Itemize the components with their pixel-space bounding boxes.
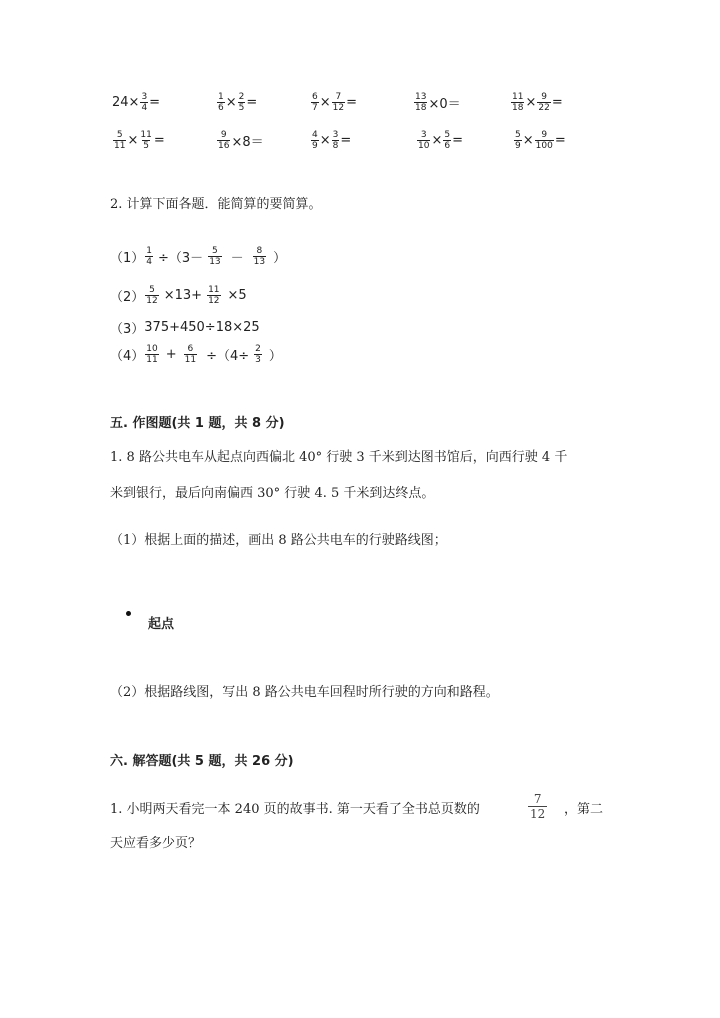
section-6-question-line: 天应看多少页？ — [110, 836, 202, 851]
calc-item: $\frac{5}{11}$ × $\frac{11}{5}$ = — [114, 130, 165, 151]
section-5-question-line: 1. 8 路公共电车从起点向西偏北 40° 行驶 3 千米到达图书馆后，向西行驶 4 千 — [110, 450, 568, 465]
fraction: $\frac{11}{5}$ — [140, 130, 152, 151]
fraction: $\frac{9}{100}$ — [535, 130, 553, 151]
fraction: $\frac{7}{12}$ — [530, 792, 546, 821]
calc-item: $\frac{3}{10}$ × $\frac{5}{6}$ = — [418, 130, 463, 151]
question-2-title: 2. 计算下面各题．能简算的要简算。 — [110, 197, 322, 212]
section-6-question-line: ，第二 — [564, 802, 604, 817]
calc-item: $\frac{11}{18}$ × $\frac{9}{22}$ = — [512, 92, 563, 113]
section-5-subquestion-1: （1）根据上面的描述，画出 8 路公共电车的行驶路线图； — [110, 533, 447, 548]
q2-item-3: （3） 375+450÷18×25 — [110, 320, 260, 337]
fraction: $\frac{3}{8}$ — [332, 130, 339, 151]
fraction: $\frac{3}{10}$ — [418, 130, 430, 151]
fraction: $\frac{13}{18}$ — [415, 92, 427, 113]
fraction: $\frac{1}{6}$ — [218, 92, 224, 113]
fraction: $\frac{11}{18}$ — [512, 92, 524, 113]
section-6-heading: 六. 解答题(共 5 题，共 26 分) — [110, 754, 294, 769]
calc-item: $\frac{4}{9}$ × $\frac{3}{8}$ = — [312, 130, 352, 151]
section-5-subquestion-2: （2）根据路线图，写出 8 路公共电车回程时所行驶的方向和路程。 — [110, 685, 499, 700]
calc-item: $\frac{6}{7}$ × $\frac{7}{12}$ = — [312, 92, 357, 113]
section-5-question-line: 米到银行，最后向南偏西 30° 行驶 4. 5 千米到达终点。 — [110, 486, 435, 501]
section-5-heading: 五. 作图题(共 1 题，共 8 分) — [110, 416, 285, 431]
start-point-label: 起点 — [148, 617, 175, 632]
start-point-dot — [126, 611, 131, 616]
calc-item: 24× $\frac{3}{4}$ = — [112, 92, 161, 113]
fraction: $\frac{9}{16}$ — [218, 130, 230, 151]
fraction: $\frac{6}{7}$ — [312, 92, 318, 113]
fraction: $\frac{2}{5}$ — [238, 92, 245, 113]
q2-item-4: （4） $\frac{10}{11}$ + $\frac{6}{11}$ ÷（4÷ $\frac{2}{3}$ ） — [110, 344, 282, 365]
fraction: $\frac{5}{6}$ — [444, 130, 451, 151]
calc-item: $\frac{13}{18}$ ×0＝ — [415, 92, 461, 113]
calc-item: $\frac{5}{9}$ × $\frac{9}{100}$ = — [515, 130, 566, 151]
q2-item-2: （2） $\frac{5}{12}$ ×13+ $\frac{11}{12}$ ×5 — [110, 285, 247, 306]
fraction: $\frac{9}{22}$ — [538, 92, 550, 113]
q2-item-1: （1） $\frac{1}{4}$ ÷（3－ $\frac{5}{13}$ － $\frac{8}{13}$ ） — [110, 246, 287, 267]
fraction: $\frac{5}{11}$ — [114, 130, 126, 151]
section-6-question-line: 1. 小明两天看完一本 240 页的故事书. 第一天看了全书总页数的 — [110, 802, 480, 817]
calc-item: $\frac{1}{6}$ × $\frac{2}{5}$ = — [218, 92, 258, 113]
calc-item: $\frac{9}{16}$ ×8＝ — [218, 130, 264, 151]
fraction: $\frac{5}{9}$ — [515, 130, 521, 151]
fraction: $\frac{7}{12}$ — [332, 92, 345, 113]
fraction: $\frac{4}{9}$ — [312, 130, 318, 151]
fraction: $\frac{3}{4}$ — [141, 92, 148, 113]
